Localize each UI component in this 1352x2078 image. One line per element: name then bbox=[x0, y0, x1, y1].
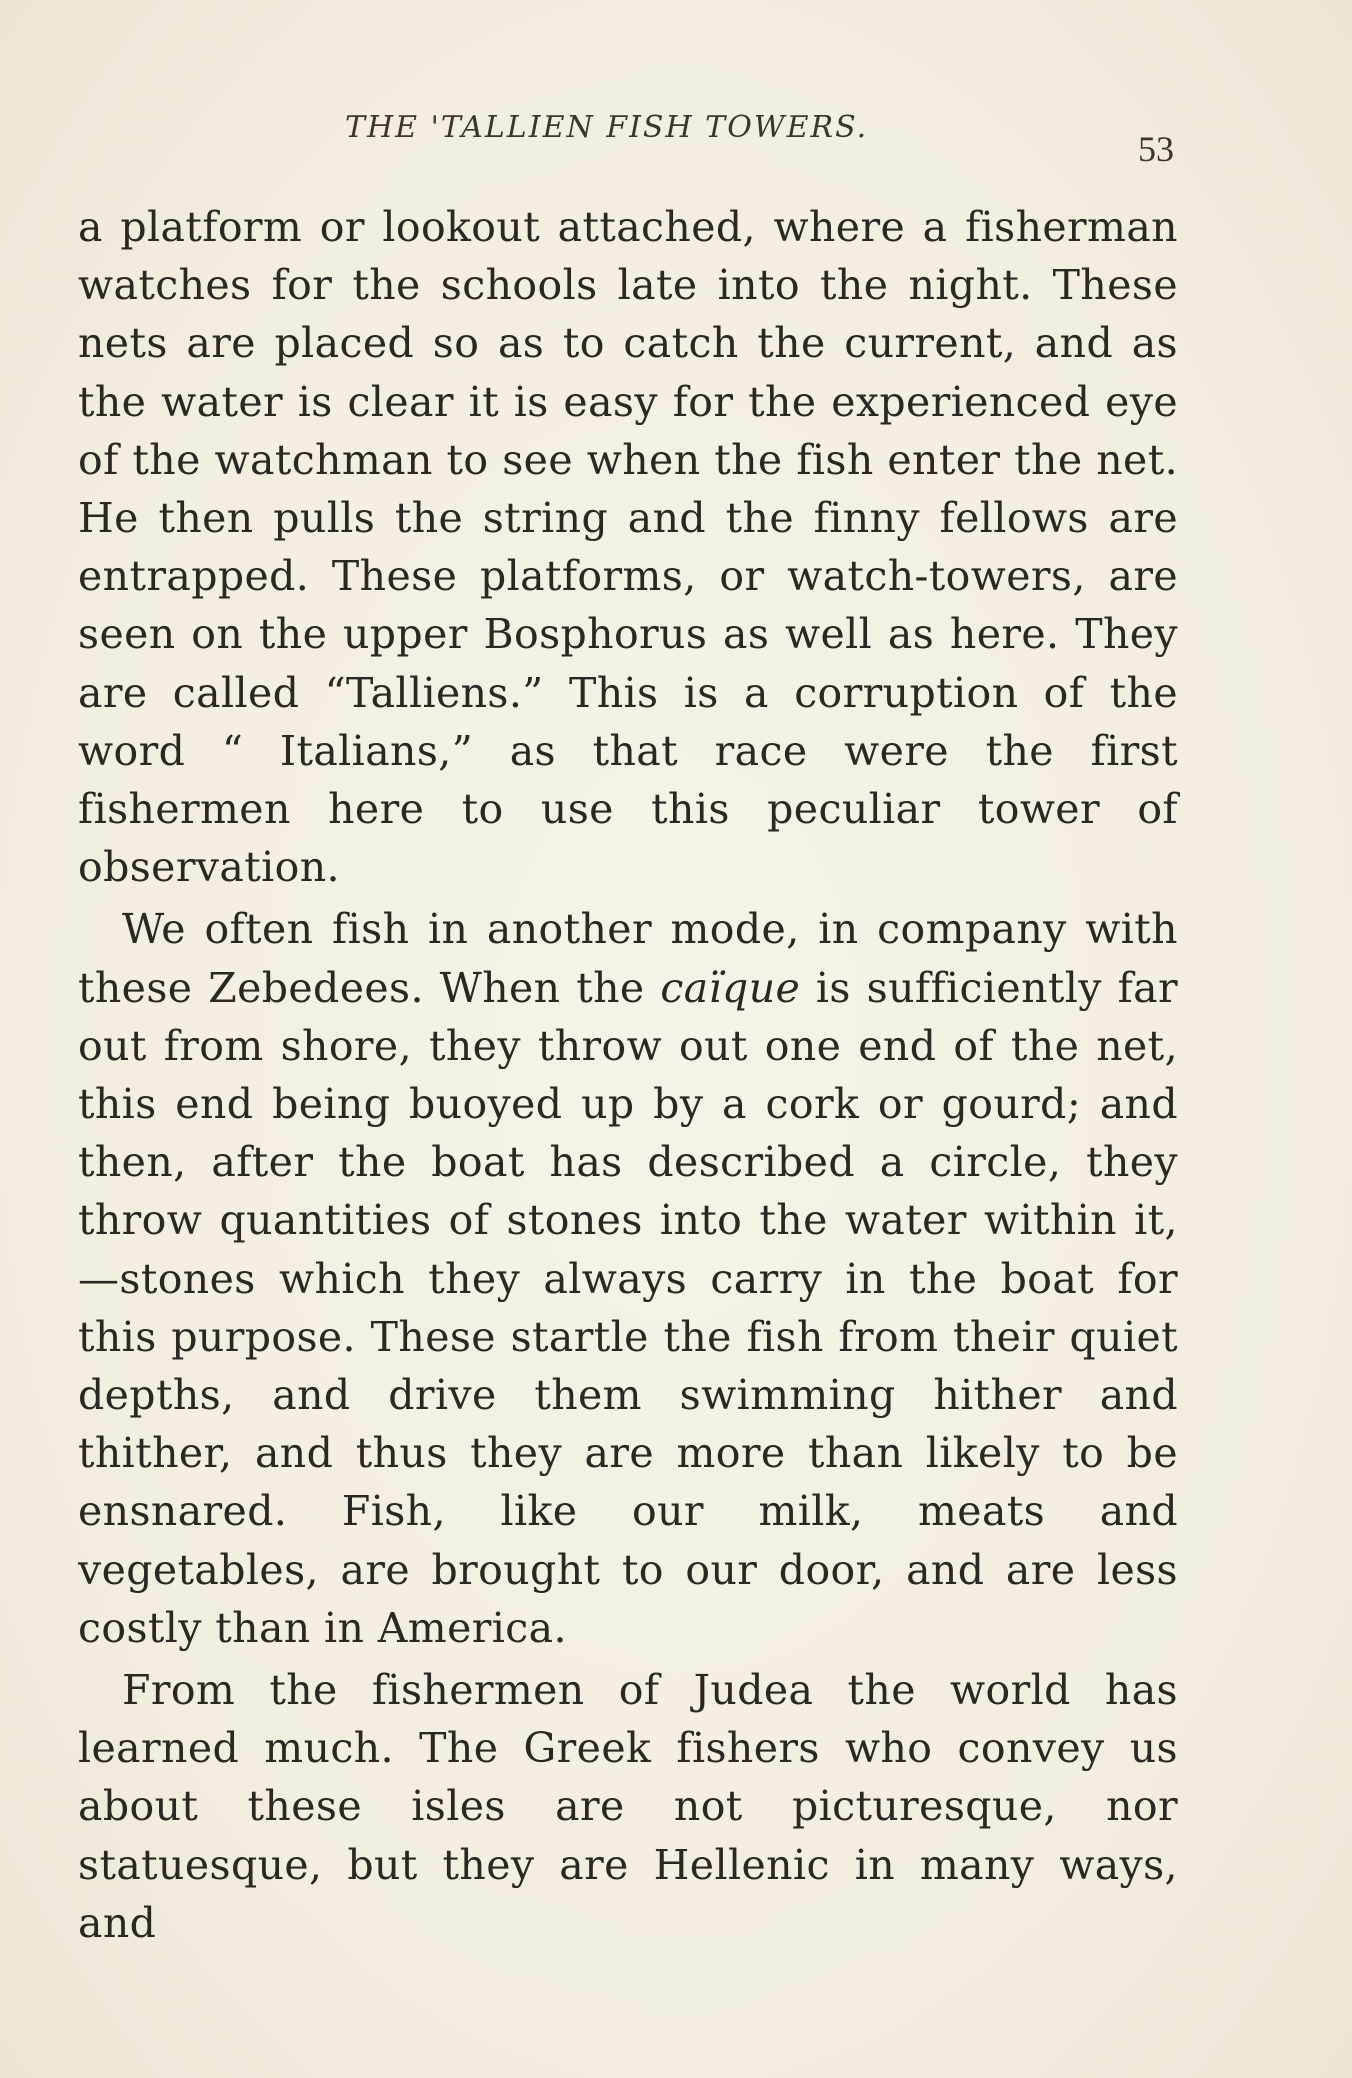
page-number: 53 bbox=[1138, 129, 1174, 169]
running-title: THE 'TALLIEN FISH TOWERS. bbox=[345, 110, 869, 145]
paragraph-1-text: a platform or lookout attached, where a fisherman watches for the schools late into the night. These nets are placed so as to catch the current, and as the water is clear it is easy for the experienced eye of the watchman to see when the fish enter the net. He then pulls the string and the finny fellows are entrapped. These platforms, or watch-towers, are seen on the upper Bosphorus as well as here. They are called “Talliens.” This is a corruption of the word “ Italians,” as that race were the first fishermen here to use this peculiar tower of observation. bbox=[78, 203, 1178, 892]
paragraph-1 bbox=[78, 198, 1178, 896]
paragraph-2-italic-word: caïque bbox=[660, 963, 801, 1012]
paragraph-2-text-b: is sufficiently far out from shore, they throw out one end of the net, this end being buoyed up by a cork or gourd; and then, after the boat has described a circle, they throw quantities of stones into the water within it,—stones which they always carry in the boat for this purpose. These startle the fish from their quiet depths, and drive them swimming hither and thither, and thus they are more than likely to be ensnared. Fish, like our milk, meats and vegetables, are brought to our door, and are less costly than in America. bbox=[78, 963, 1178, 1652]
paragraph-3-text: From the fishermen of Judea the world has learned much. The Greek fishers who convey us about these isles are not picturesque, nor statuesque, but they are Hellenic in many ways, and bbox=[78, 1666, 1178, 1947]
paragraph-2 bbox=[78, 900, 1178, 1657]
body-text bbox=[78, 198, 1178, 1952]
paragraph-2-text-a: We often fish in another mode, in company with these Zebedees. When the bbox=[78, 905, 1178, 1012]
paragraph-3 bbox=[78, 1661, 1178, 1952]
